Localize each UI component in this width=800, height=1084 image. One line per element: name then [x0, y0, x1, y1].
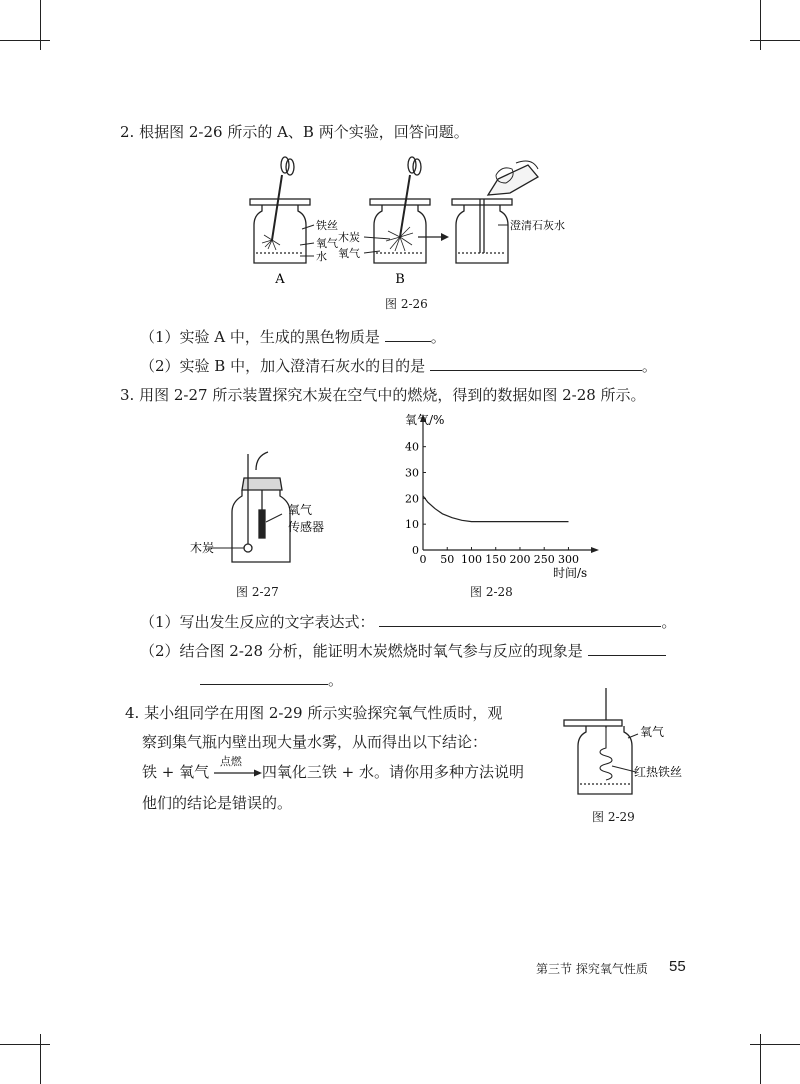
- reaction-arrow: [214, 755, 262, 782]
- question-3-sub1-end: 。: [661, 613, 677, 631]
- answer-blank[interactable]: [385, 327, 431, 342]
- question-3-sub2-end: 。: [328, 671, 344, 689]
- question-3-sub2: [140, 641, 666, 661]
- figure-2-28-chart: [385, 410, 600, 582]
- question-2-sub1-text: （1）实验 A 中，生成的黑色物质是: [140, 328, 380, 346]
- question-4-equation: [142, 755, 524, 782]
- crop-mark: [760, 1034, 761, 1084]
- answer-blank[interactable]: [430, 356, 642, 371]
- x-tick-label: 100: [460, 553, 482, 566]
- crop-mark: [750, 1044, 800, 1045]
- equation-right: 四氧化三铁 + 水。请你用多种方法说明: [261, 763, 524, 781]
- figure-2-26: [240, 155, 570, 290]
- x-tick-label: 200: [509, 553, 531, 566]
- answer-blank[interactable]: [588, 641, 666, 656]
- chart-x-axis-label: 时间/s: [553, 566, 588, 580]
- label-iron-wire: 铁丝: [316, 219, 338, 232]
- label-oxygen-b: 氧气: [338, 247, 360, 260]
- figure-2-29-caption: 图 2-29: [592, 810, 635, 824]
- y-tick-label: 30: [405, 466, 419, 480]
- label-oxygen-29: 氧气: [640, 725, 665, 739]
- jar-c: [452, 161, 538, 263]
- question-3-stem: 3. 用图 2-27 所示装置探究木炭在空气中的燃烧，得到的数据如图 2-28 所示。: [120, 386, 646, 404]
- crop-mark: [40, 0, 41, 50]
- question-4-line4: 他们的结论是错误的。: [142, 794, 293, 812]
- label-sensor-line1: 氧气: [288, 503, 313, 517]
- crop-mark: [0, 40, 50, 41]
- x-tick-label: 150: [485, 553, 507, 566]
- chart-y-axis-label: 氧气/%: [405, 413, 445, 427]
- label-charcoal: 木炭: [338, 231, 360, 244]
- x-tick-label: 0: [419, 553, 427, 566]
- question-2-sub1-end: 。: [430, 328, 446, 346]
- figure-2-27-caption: 图 2-27: [236, 585, 279, 599]
- arrow-icon: [214, 768, 262, 778]
- answer-blank[interactable]: [379, 612, 661, 627]
- figure-2-29: [560, 688, 710, 803]
- y-tick-label: 20: [405, 492, 419, 506]
- label-charcoal-27: 木炭: [190, 541, 215, 555]
- question-2-stem: 2. 根据图 2-26 所示的 A、B 两个实验，回答问题。: [120, 123, 469, 141]
- footer-section-title: 第三节 探究氧气性质: [536, 962, 648, 976]
- label-oxygen-a: 氧气: [316, 237, 338, 250]
- figure-2-27: [190, 450, 350, 575]
- question-2-sub1: [140, 327, 446, 347]
- crop-mark: [750, 40, 800, 41]
- crop-mark: [0, 1044, 50, 1045]
- question-2-sub2-end: 。: [641, 357, 657, 375]
- reaction-condition: 点燃: [219, 755, 242, 768]
- question-3-sub1: [140, 612, 676, 632]
- x-tick-label: 300: [557, 553, 579, 566]
- answer-blank[interactable]: [200, 670, 328, 685]
- label-a: A: [275, 272, 285, 287]
- x-axis-arrow: [591, 547, 599, 553]
- crop-mark: [40, 1034, 41, 1084]
- question-3-sub2-line2: [200, 670, 343, 690]
- equation-left: 铁 + 氧气: [142, 763, 210, 781]
- question-2-sub2: [140, 356, 657, 376]
- crop-mark: [760, 0, 761, 50]
- page-number: 55: [669, 958, 686, 975]
- y-tick-label: 0: [412, 544, 419, 557]
- question-4-line1: 4. 某小组同学在用图 2-29 所示实验探究氧气性质时，观: [125, 704, 503, 722]
- x-tick-label: 250: [533, 553, 555, 566]
- x-tick-label: 50: [440, 553, 455, 566]
- label-hot-iron-wire: 红热铁丝: [634, 765, 683, 779]
- label-limewater: 澄清石灰水: [510, 219, 565, 232]
- label-b: B: [395, 272, 405, 287]
- series-line-oxygen: [423, 496, 569, 522]
- question-3-sub1-text: （1）写出发生反应的文字表达式：: [140, 613, 375, 631]
- question-2-sub2-text: （2）实验 B 中，加入澄清石灰水的目的是: [140, 357, 426, 375]
- figure-2-26-caption: 图 2-26: [385, 297, 428, 311]
- question-4-line2: 察到集气瓶内壁出现大量水雾，从而得出以下结论：: [142, 733, 488, 751]
- label-water: 水: [316, 250, 327, 263]
- jar-a: [250, 157, 310, 263]
- y-tick-label: 10: [405, 518, 419, 532]
- y-tick-label: 40: [405, 440, 419, 454]
- figure-2-28-caption: 图 2-28: [470, 585, 513, 599]
- question-3-sub2-text: （2）结合图 2-28 分析，能证明木炭燃烧时氧气参与反应的现象是: [140, 642, 583, 660]
- jar-b: [370, 157, 430, 263]
- label-sensor-line2: 传感器: [288, 520, 325, 534]
